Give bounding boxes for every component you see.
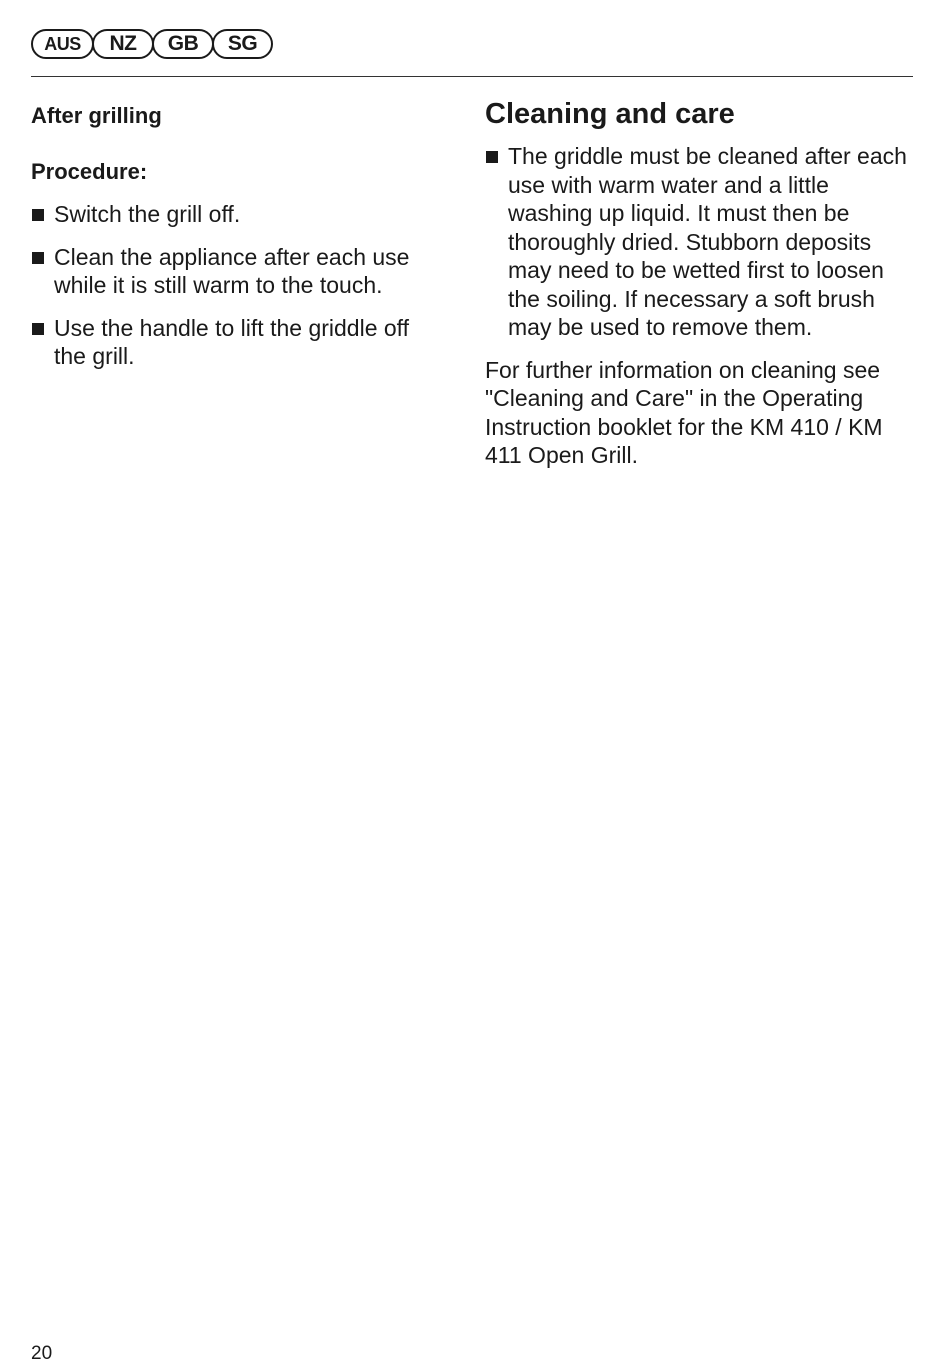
square-bullet-icon xyxy=(32,209,44,221)
list-item-text: Use the handle to lift the griddle off the grill. xyxy=(54,314,410,369)
list-item-text: The griddle must be cleaned after each use with warm water and a little washing up liquid. It must then be thoroughly dried. Stubborn deposits may need to be wetted first to loosen the soiling. If necessary a soft brush may be used to remove them. xyxy=(508,143,907,340)
region-badge-sg: SG xyxy=(212,29,273,59)
procedure-list xyxy=(31,200,446,371)
cleaning-note: For further information on cleaning see "Cleaning and Care" in the Operating Instruction booklet for the KM 410 / KM 411 Open Grill. xyxy=(485,356,883,468)
cleaning-list xyxy=(485,142,915,342)
list-item xyxy=(485,142,915,342)
list-item xyxy=(31,314,446,371)
square-bullet-icon xyxy=(32,323,44,335)
list-item xyxy=(31,200,446,229)
section-title-after-grilling: After grilling xyxy=(31,103,162,128)
list-item xyxy=(31,243,446,300)
procedure-label: Procedure: xyxy=(31,159,148,184)
region-badges xyxy=(31,29,271,59)
region-badge-aus: AUS xyxy=(31,29,94,59)
left-column xyxy=(31,101,446,385)
header-divider xyxy=(31,76,913,77)
page-number: 20 xyxy=(31,1343,53,1364)
region-badge-gb: GB xyxy=(152,29,214,59)
section-heading-cleaning: Cleaning and care xyxy=(485,98,735,130)
list-item-text: Switch the grill off. xyxy=(54,201,241,227)
region-badge-nz: NZ xyxy=(92,29,154,59)
list-item-text: Clean the appliance after each use while it is still warm to the touch. xyxy=(54,243,410,298)
square-bullet-icon xyxy=(32,252,44,264)
square-bullet-icon xyxy=(486,151,498,163)
right-column xyxy=(485,96,915,470)
